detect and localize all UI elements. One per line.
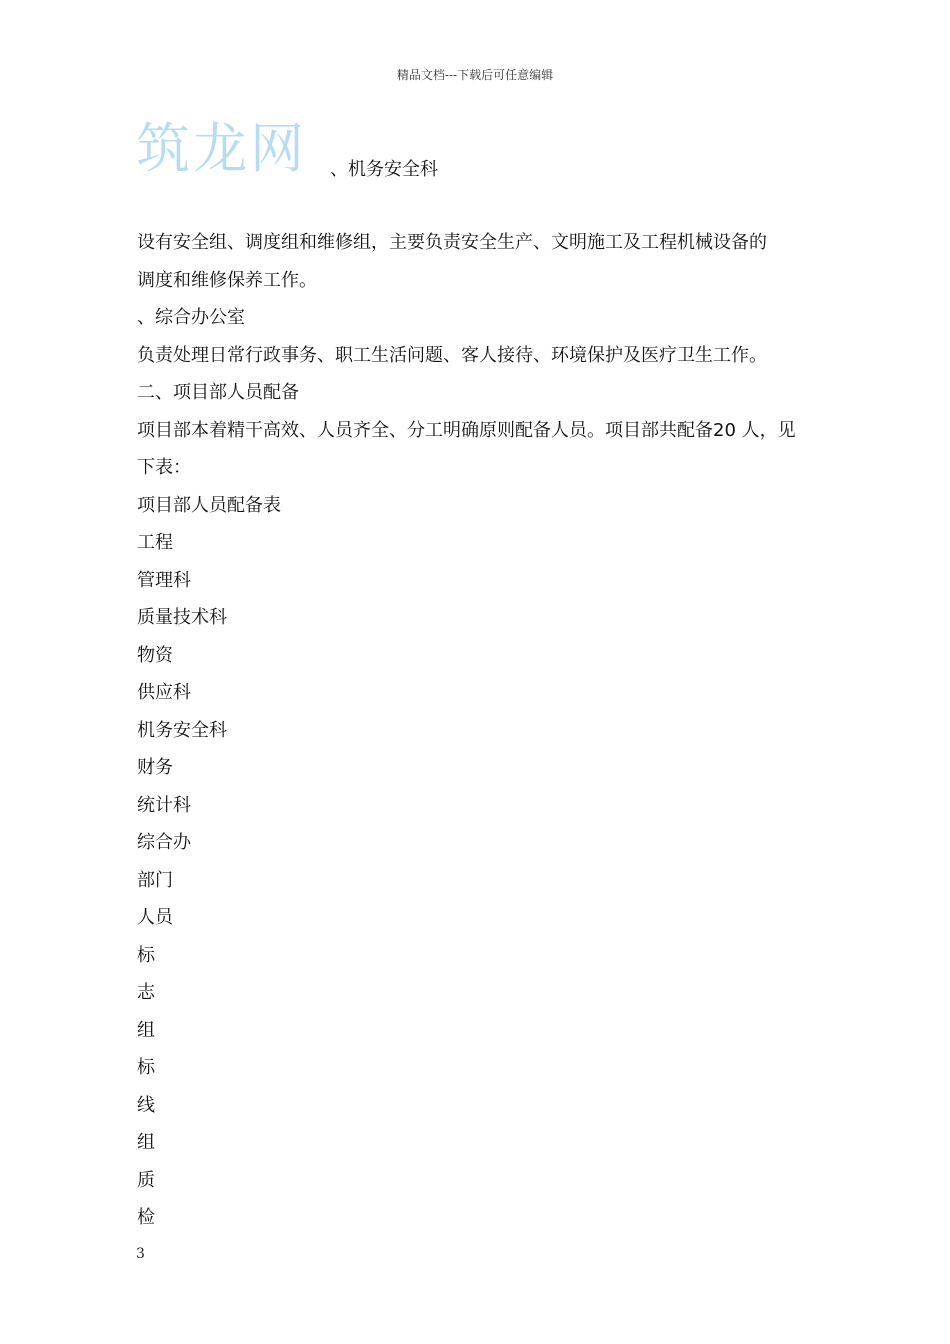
table-cell-text: 供应科 [137,682,191,703]
table-cell-text: 检 [137,1207,155,1228]
table-cell-text: 质 [137,1169,155,1191]
table-cell-text: 质量技术科 [137,607,227,628]
paragraph-line: 调度和维修保养工作。 [137,269,317,291]
table-cell-text: 组 [137,1132,155,1153]
paragraph-line: 项目部本着精干高效、人员齐全、分工明确原则配备人员。项目部共配备20 人，见 [137,419,796,441]
page-header-note: 精品文档---下载后可任意编辑 [396,68,554,82]
table-cell-text: 财务 [137,757,173,778]
section-heading: 、机务安全科 [330,159,438,180]
document-body [137,230,837,1243]
table-cell-text: 组 [137,1019,155,1041]
table-cell-text: 工程 [137,532,173,553]
table-title: 项目部人员配备表 [137,494,281,516]
table-cell-text: 志 [137,982,155,1003]
page-number: 3 [136,1246,145,1262]
section-heading: 、综合办公室 [137,307,245,328]
paragraph-line: 负责处理日常行政事务、职工生活问题、客人接待、环境保护及医疗卫生工作。 [137,344,767,366]
table-cell-text: 物资 [137,644,173,666]
table-cell-text: 综合办 [137,832,191,853]
table-cell-text: 人员 [137,907,173,928]
paragraph-line: 下表： [137,457,191,478]
table-cell-text: 标 [137,944,155,966]
paragraph-line: 设有安全组、调度组和维修组，主要负责安全生产、文明施工及工程机械设备的 [137,232,767,253]
table-cell-text: 标 [137,1057,155,1078]
section-heading: 二、项目部人员配备 [137,382,299,403]
table-cell-text: 线 [137,1094,155,1116]
table-cell-text: 管理科 [137,569,191,591]
table-cell-text: 部门 [137,869,173,891]
watermark-logo: 筑龙网 [136,117,307,180]
table-cell-text: 机务安全科 [137,719,227,741]
table-cell-text: 统计科 [137,794,191,816]
